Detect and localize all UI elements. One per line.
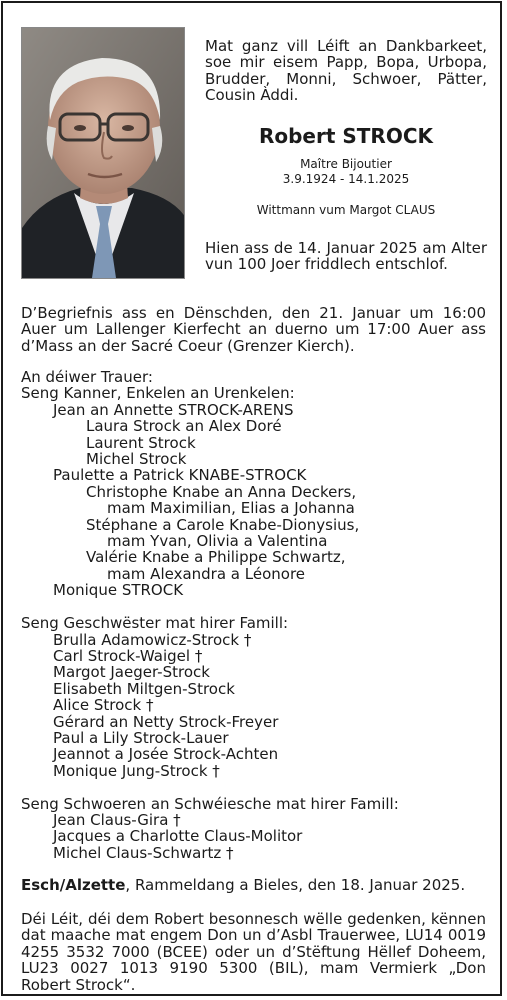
donation-notice: Déi Léit, déi dem Robert besonnesch wëlle gedenken, kënnen dat maache mat engem Don un d’Asbl Trauerwee, LU14 0019 4255 3532 7000 (BCEE) oder un d’Stëftung Hëllef Doheem, LU23 0027 1013 9190 5300 (BIL), mam Vermierk „Don Robert Strock“. bbox=[21, 910, 486, 994]
inlaw: Michel Claus-Schwartz † bbox=[53, 843, 234, 862]
inlaws-heading: Seng Schwoeren an Schwéiesche mat hirer Famill: bbox=[21, 794, 399, 813]
sibling: Margot Jaeger-Strock bbox=[53, 663, 210, 682]
sibling: Elisabeth Miltgen-Strock bbox=[53, 679, 235, 698]
family-member: Christophe Knabe an Anna Deckers, bbox=[86, 482, 357, 501]
family-head: Paulette a Patrick KNABE-STROCK bbox=[53, 466, 307, 485]
blank-line bbox=[21, 599, 486, 615]
place-date: , Rammeldang a Bieles, den 18. Januar 2025. bbox=[125, 876, 466, 894]
place-date-line bbox=[21, 877, 486, 893]
family-member: mam Yvan, Olivia a Valentina bbox=[107, 532, 328, 551]
siblings-heading: Seng Geschwëster mat hirer Famill: bbox=[21, 614, 289, 633]
thanks-text: Mat ganz vill Léift an Dankbarkeet, soe mir eisem Papp, Bopa, Urbopa, Brudder, Monni, Schwoer, Pätter, Cousin Àddi. bbox=[205, 37, 487, 105]
family-member: Laurent Strock bbox=[86, 433, 196, 452]
inlaw: Jean Claus-Gira † bbox=[53, 810, 181, 829]
deceased-name: Robert STROCK bbox=[258, 124, 434, 148]
children-heading: Seng Kanner, Enkelen an Urenkelen: bbox=[21, 384, 295, 403]
widow-line: Wittmann vum Margot CLAUS bbox=[256, 203, 436, 217]
family-member: mam Alexandra a Léonore bbox=[107, 564, 306, 583]
sibling: Gérard an Netty Strock-Freyer bbox=[53, 712, 279, 731]
sibling: Monique Jung-Strock † bbox=[53, 761, 220, 780]
blank-line bbox=[21, 779, 486, 795]
mourners-intro: An déiwer Trauer: bbox=[21, 368, 153, 386]
family-member: Laura Strock an Alex Doré bbox=[86, 417, 282, 436]
family-head: Jean an Annette STROCK-ARENS bbox=[53, 400, 294, 419]
portrait-photo bbox=[21, 27, 185, 279]
sibling: Paul a Lily Strock-Lauer bbox=[53, 728, 229, 747]
mourners-list bbox=[21, 369, 486, 861]
family-head: Monique STROCK bbox=[53, 581, 184, 600]
death-notice: Hien ass de 14. Januar 2025 am Alter vun 100 Joer friddlech entschlof. bbox=[205, 239, 487, 274]
profession: Maître Bijoutier bbox=[300, 157, 392, 171]
sibling: Brulla Adamowicz-Strock † bbox=[53, 630, 252, 649]
sibling: Carl Strock-Waigel † bbox=[53, 646, 203, 665]
inlaw: Jacques a Charlotte Claus-Molitor bbox=[53, 827, 303, 846]
family-member: Stéphane a Carole Knabe-Dionysius, bbox=[86, 515, 360, 534]
funeral-info: D’Begriefnis ass en Dënschden, den 21. Januar um 16:00 Auer um Lallenger Kierfecht an duerno um 17:00 Auer ass d’Mass an der Sacré Coeur (Grenzer Kierch). bbox=[21, 304, 486, 355]
family-member: Valérie Knabe a Philippe Schwartz, bbox=[86, 548, 346, 567]
sibling: Alice Strock † bbox=[53, 696, 154, 715]
family-member: Michel Strock bbox=[86, 450, 187, 469]
place-name: Esch/Alzette bbox=[21, 876, 126, 894]
family-member: mam Maximilian, Elias a Johanna bbox=[107, 499, 355, 518]
sibling: Jeannot a Josée Strock-Achten bbox=[53, 745, 279, 764]
life-dates: 3.9.1924 - 14.1.2025 bbox=[282, 172, 410, 186]
